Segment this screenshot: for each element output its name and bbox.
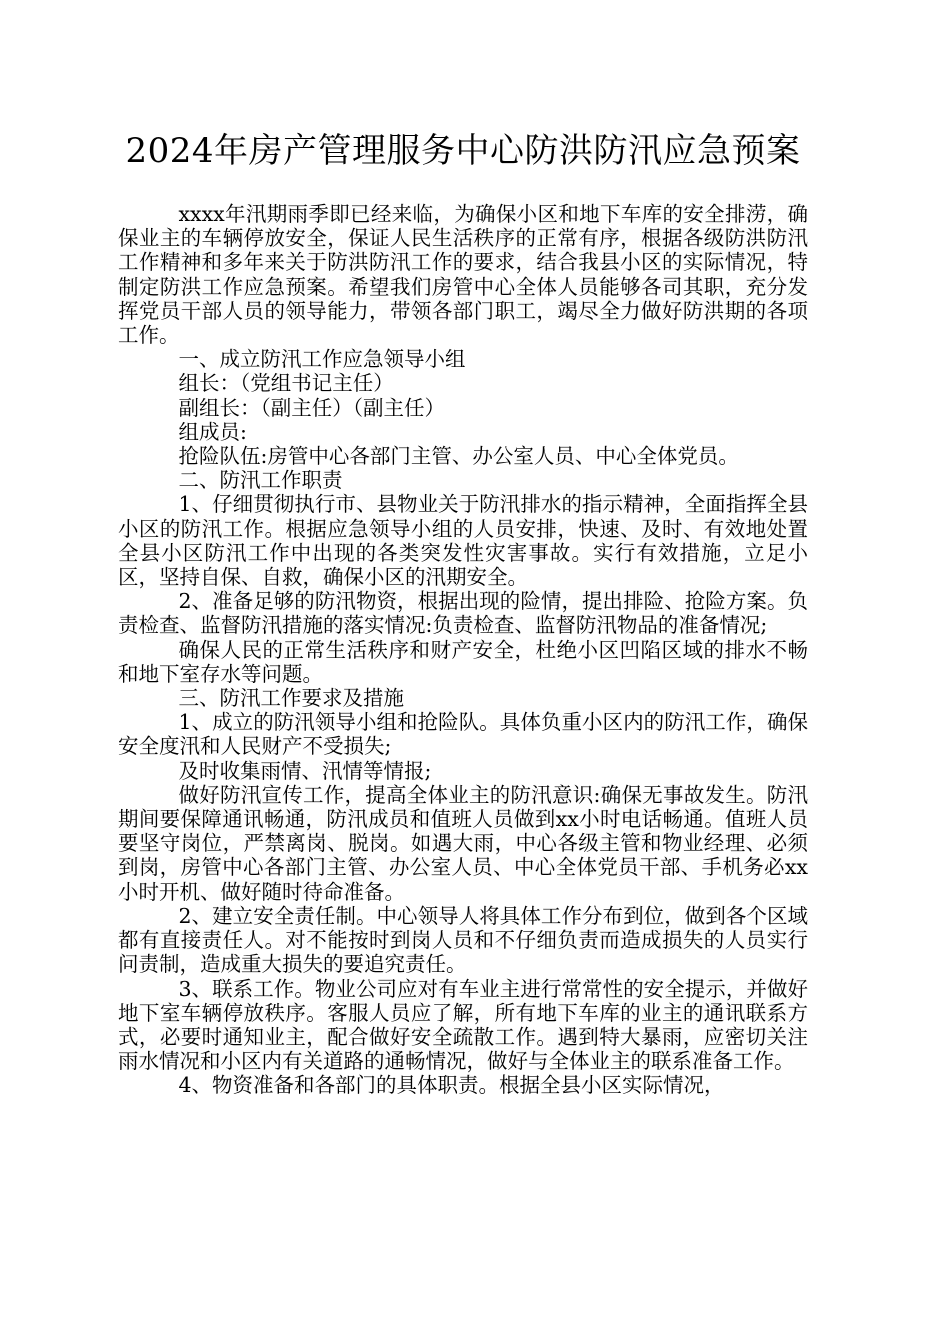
section-heading-1: 一、成立防汛工作应急领导小组 <box>178 347 466 372</box>
rescue-team-line: 抢险队伍:房管中心各部门主管、办公室人员、中心全体党员。 <box>178 444 739 469</box>
duty-paragraph-2: 2、准备足够的防汛物资，根据出现的险情，提出排险、抢险方案。负责检查、监督防汛措施的落实情况:负责检查、监督防汛物品的准备情况; <box>118 589 808 638</box>
duty-paragraph-1: 1、仔细贯彻执行市、县物业关于防汛排水的指示精神，全面指挥全县小区的防汛工作。根据应急领导小组的人员安排，快速、及时、有效地处置全县小区防汛工作中出现的各类突发性灾害事故。实行有效措施，立足小区，坚持自保、自救，确保小区的汛期安全。 <box>118 492 808 590</box>
measure-paragraph-1: 1、成立的防汛领导小组和抢险队。具体负重小区内的防汛工作，确保安全度汛和人民财产不受损失; <box>118 710 808 759</box>
document-body <box>118 202 808 1098</box>
leader-line: 组长：（党组书记主任） <box>178 371 394 396</box>
measure-paragraph-4: 2、建立安全责任制。中心领导人将具体工作分布到位，做到各个区域都有直接责任人。对不能按时到岗人员和不仔细负责而造成损失的人员实行问责制，造成重大损失的要追究责任。 <box>118 903 808 977</box>
intro-paragraph: xxxx年汛期雨季即已经来临，为确保小区和地下车库的安全排涝，确保业主的车辆停放安全，保证人民生活秩序的正常有序，根据各级防洪防汛工作精神和多年来关于防洪防汛工作的要求，结合我县小区的实际情况，特制定防洪工作应急预案。希望我们房管中心全体人员能够各司其职，充分发挥党员干部人员的领导能力，带领各部门职工，竭尽全力做好防洪期的各项工作。 <box>118 202 808 348</box>
measure-paragraph-2: 及时收集雨情、汛情等情报; <box>178 758 432 783</box>
measure-paragraph-5: 3、联系工作。物业公司应对有车业主进行常常性的安全提示，并做好地下室车辆停放秩序。客服人员应了解，所有地下车库的业主的通讯联系方式，必要时通知业主，配合做好安全疏散工作。遇到特大暴雨，应密切关注雨水情况和小区内有关道路的通畅情况，做好与全体业主的联系准备工作。 <box>118 976 808 1074</box>
measure-paragraph-3: 做好防汛宣传工作，提高全体业主的防汛意识:确保无事故发生。防汛期间要保障通讯畅通，防汛成员和值班人员做到xx小时电话畅通。值班人员要坚守岗位，严禁离岗、脱岗。如遇大雨，中心各级主管和物业经理、必须到岗，房管中心各部门主管、办公室人员、中心全体党员干部、手机务必xx小时开机、做好随时待命准备。 <box>118 782 808 904</box>
document-title: 2024年房产管理服务中心防洪防汛应急预案 <box>125 131 801 171</box>
deputy-leader-line: 副组长：（副主任）（副主任） <box>178 395 445 420</box>
section-heading-2: 二、防汛工作职责 <box>178 468 343 493</box>
section-heading-3: 三、防汛工作要求及措施 <box>178 686 404 711</box>
measure-paragraph-6: 4、物资准备和各部门的具体职责。根据全县小区实际情况， <box>178 1073 725 1098</box>
duty-paragraph-3: 确保人民的正常生活秩序和财产安全，杜绝小区凹陷区域的排水不畅和地下室存水等问题。 <box>118 637 808 686</box>
members-line: 组成员: <box>178 419 247 444</box>
document-page <box>118 126 808 1098</box>
